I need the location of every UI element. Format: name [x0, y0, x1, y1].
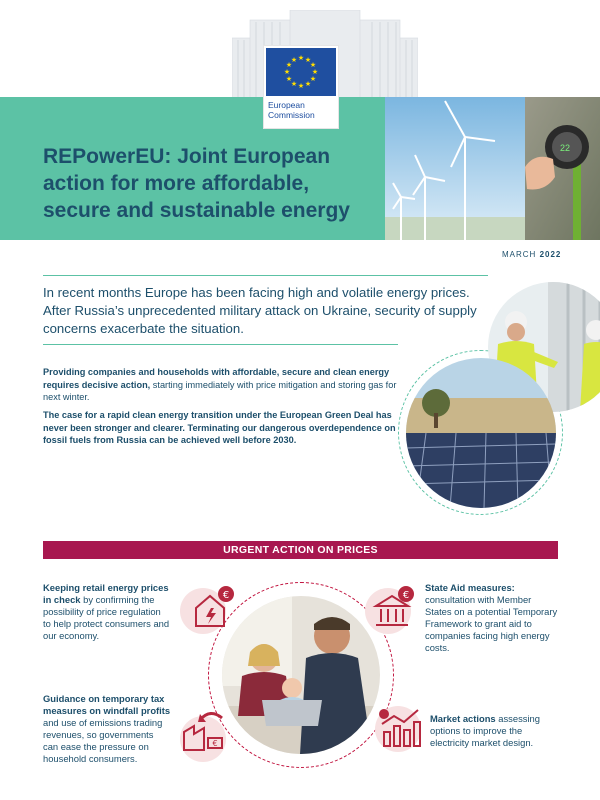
solar-panels-photo	[406, 358, 556, 508]
intro-text: In recent months Europe has been facing high and volatile energy prices. After Russia’s unprecedented military attack on Ukraine, security of supply concerns exacerbate the situation.	[43, 285, 477, 336]
government-building-icon	[368, 582, 420, 634]
european-commission-logo	[263, 45, 339, 129]
svg-text:★: ★	[309, 61, 317, 69]
paragraph-green-deal: The case for a rapid clean energy transition under the European Green Deal has never been stronger and clearer. Terminating our dangerous overdependence on fossil fuels from Russia can be achieved well before 2030.	[43, 410, 396, 445]
factory-tax-icon	[178, 704, 230, 756]
svg-text:€: €	[212, 739, 218, 748]
wind-turbines-thermostat-photo	[385, 97, 600, 240]
svg-text:★: ★	[304, 80, 312, 88]
svg-text:★: ★	[297, 82, 305, 90]
svg-text:★: ★	[309, 75, 317, 83]
market-chart-icon	[374, 702, 426, 754]
action-state-aid: State Aid measures: consultation with Member States on a potential Temporary Framework to grant aid to companies facing high energy costs.	[425, 582, 558, 653]
action-retail-prices: Keeping retail energy prices in check by confirming the possibility of price regulation to help protect consumers and our economy.	[43, 582, 170, 641]
svg-text:★: ★	[297, 54, 305, 62]
svg-text:€: €	[402, 590, 410, 601]
svg-text:★: ★	[311, 68, 319, 76]
svg-text:★: ★	[304, 56, 312, 64]
page-title: REPowerEU: Joint European action for more affordable, secure and sustainable energy	[43, 145, 350, 222]
svg-text:★: ★	[290, 80, 298, 88]
section-header-urgent-action: URGENT ACTION ON PRICES	[43, 541, 558, 559]
svg-text:★: ★	[283, 68, 291, 76]
action-windfall-tax: Guidance on temporary tax measures on windfall profits and use of emissions trading revenues, so governments can ease the pressure on household consumers.	[43, 693, 171, 764]
publication-date: MARCH 2022	[502, 250, 562, 259]
svg-text:★: ★	[285, 75, 293, 83]
svg-text:22: 22	[560, 143, 571, 153]
divider-top	[43, 275, 488, 276]
divider-bottom	[43, 344, 398, 345]
paragraph-action: Providing companies and households with affordable, secure and clean energy requires decisive action, starting immediately with price mitigation and storing gas for next winter.	[43, 367, 397, 402]
euro-icon: €	[222, 590, 230, 601]
home-electricity-icon	[186, 582, 238, 634]
svg-text:★: ★	[285, 61, 293, 69]
action-market-design: Market actions assessing options to improve the electricity market design.	[430, 713, 540, 748]
logo-text: European Commission	[268, 100, 315, 120]
family-laptop-photo	[222, 596, 380, 754]
svg-text:★: ★	[290, 56, 298, 64]
eu-flag-icon	[266, 48, 336, 96]
